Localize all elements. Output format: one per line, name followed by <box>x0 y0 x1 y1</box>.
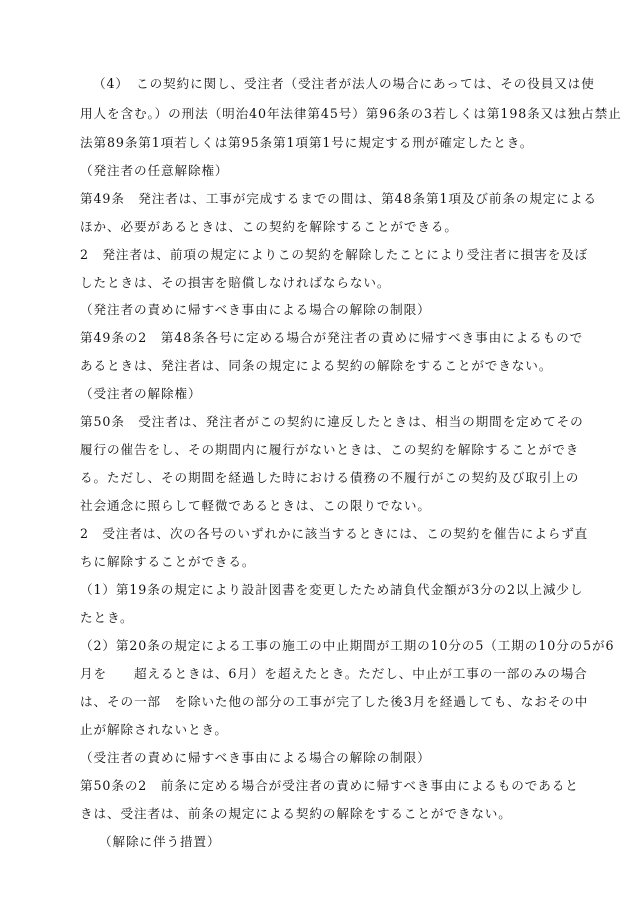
article-50-line-4: 社会通念に照らして軽微であるときは、この限りでない。 <box>80 498 431 513</box>
article-50-line-2: 履行の催告をし、その期間内に履行がないときは、この契約を解除することができ <box>80 442 580 457</box>
article-50-para-2-line-1: 2 受注者は、次の各号のいずれかに該当するときには、この契約を催告によらず直 <box>80 526 589 541</box>
clause-4-line-1: （4） この契約に関し、受注者（受注者が法人の場合にあっては、その役員又は使 <box>93 76 595 91</box>
article-50-line-3: る。ただし、その期間を経過した時における債務の不履行がこの契約及び取引上の <box>80 470 580 485</box>
article-50-2-line-1: 第50条の2 前条に定める場合が受注者の責めに帰すべき事由によるものであると <box>80 778 579 793</box>
clause-4-line-3: 法第89条第1項若しくは第95条第1項第1号に規定する刑が確定したとき。 <box>80 135 534 150</box>
item-2-line-4: 止が解除されないとき。 <box>80 722 228 737</box>
article-49-line-1: 第49条 発注者は、工事が完成するまでの間は、第48条第1項及び前条の規定による <box>80 191 597 206</box>
item-2-line-1: （2）第20条の規定による工事の施工の中止期間が工期の10分の5（工期の10分の5が6 <box>80 638 615 653</box>
heading-contractor-fault-limit: （受注者の責めに帰すべき事由による場合の解除の制限） <box>80 750 431 765</box>
heading-orderer-fault-limit: （発注者の責めに帰すべき事由による場合の解除の制限） <box>80 302 431 317</box>
item-2-line-3: は、その一部 を除いた他の部分の工事が完了した後3月を経過しても、なおその中 <box>80 694 589 709</box>
heading-termination-measures: （解除に伴う措置） <box>99 834 221 849</box>
item-1-line-2: たとき。 <box>80 610 134 625</box>
heading-orderer-termination-right: （発注者の任意解除権） <box>80 163 229 178</box>
article-49-2-line-1: 第49条の2 第48条各号に定める場合が発注者の責めに帰すべき事由によるもので <box>80 330 584 345</box>
heading-contractor-termination-right: （受注者の解除権） <box>80 386 202 401</box>
article-49-line-2: ほか、必要があるときは、この契約を解除することができる。 <box>80 219 458 234</box>
article-49-para-2-line-1: 2 発注者は、前項の規定によりこの契約を解除したことにより受注者に損害を及ぼ <box>80 247 589 262</box>
item-1-line-1: （1）第19条の規定により設計図書を変更したため請負代金額が3分の2以上減少し <box>80 582 584 597</box>
article-50-para-2-line-2: ちに解除することができる。 <box>80 554 256 569</box>
article-50-2-line-2: きは、受注者は、前条の規定による契約の解除をすることができない。 <box>80 806 512 821</box>
article-49-2-line-2: あるときは、発注者は、同条の規定による契約の解除をすることができない。 <box>80 358 553 373</box>
item-2-line-2: 月を 超えるときは、6月）を超えたとき。ただし、中止が工事の一部のみの場合 <box>80 666 588 681</box>
article-50-line-1: 第50条 受注者は、発注者がこの契約に違反したときは、相当の期間を定めてその <box>80 414 584 429</box>
clause-4-line-2: 用人を含む。）の刑法（明治40年法律第45号）第96条の3若しくは第198条又は独占禁止 <box>80 106 622 121</box>
article-49-para-2-line-2: したときは、その損害を賠償しなければならない。 <box>80 275 391 290</box>
